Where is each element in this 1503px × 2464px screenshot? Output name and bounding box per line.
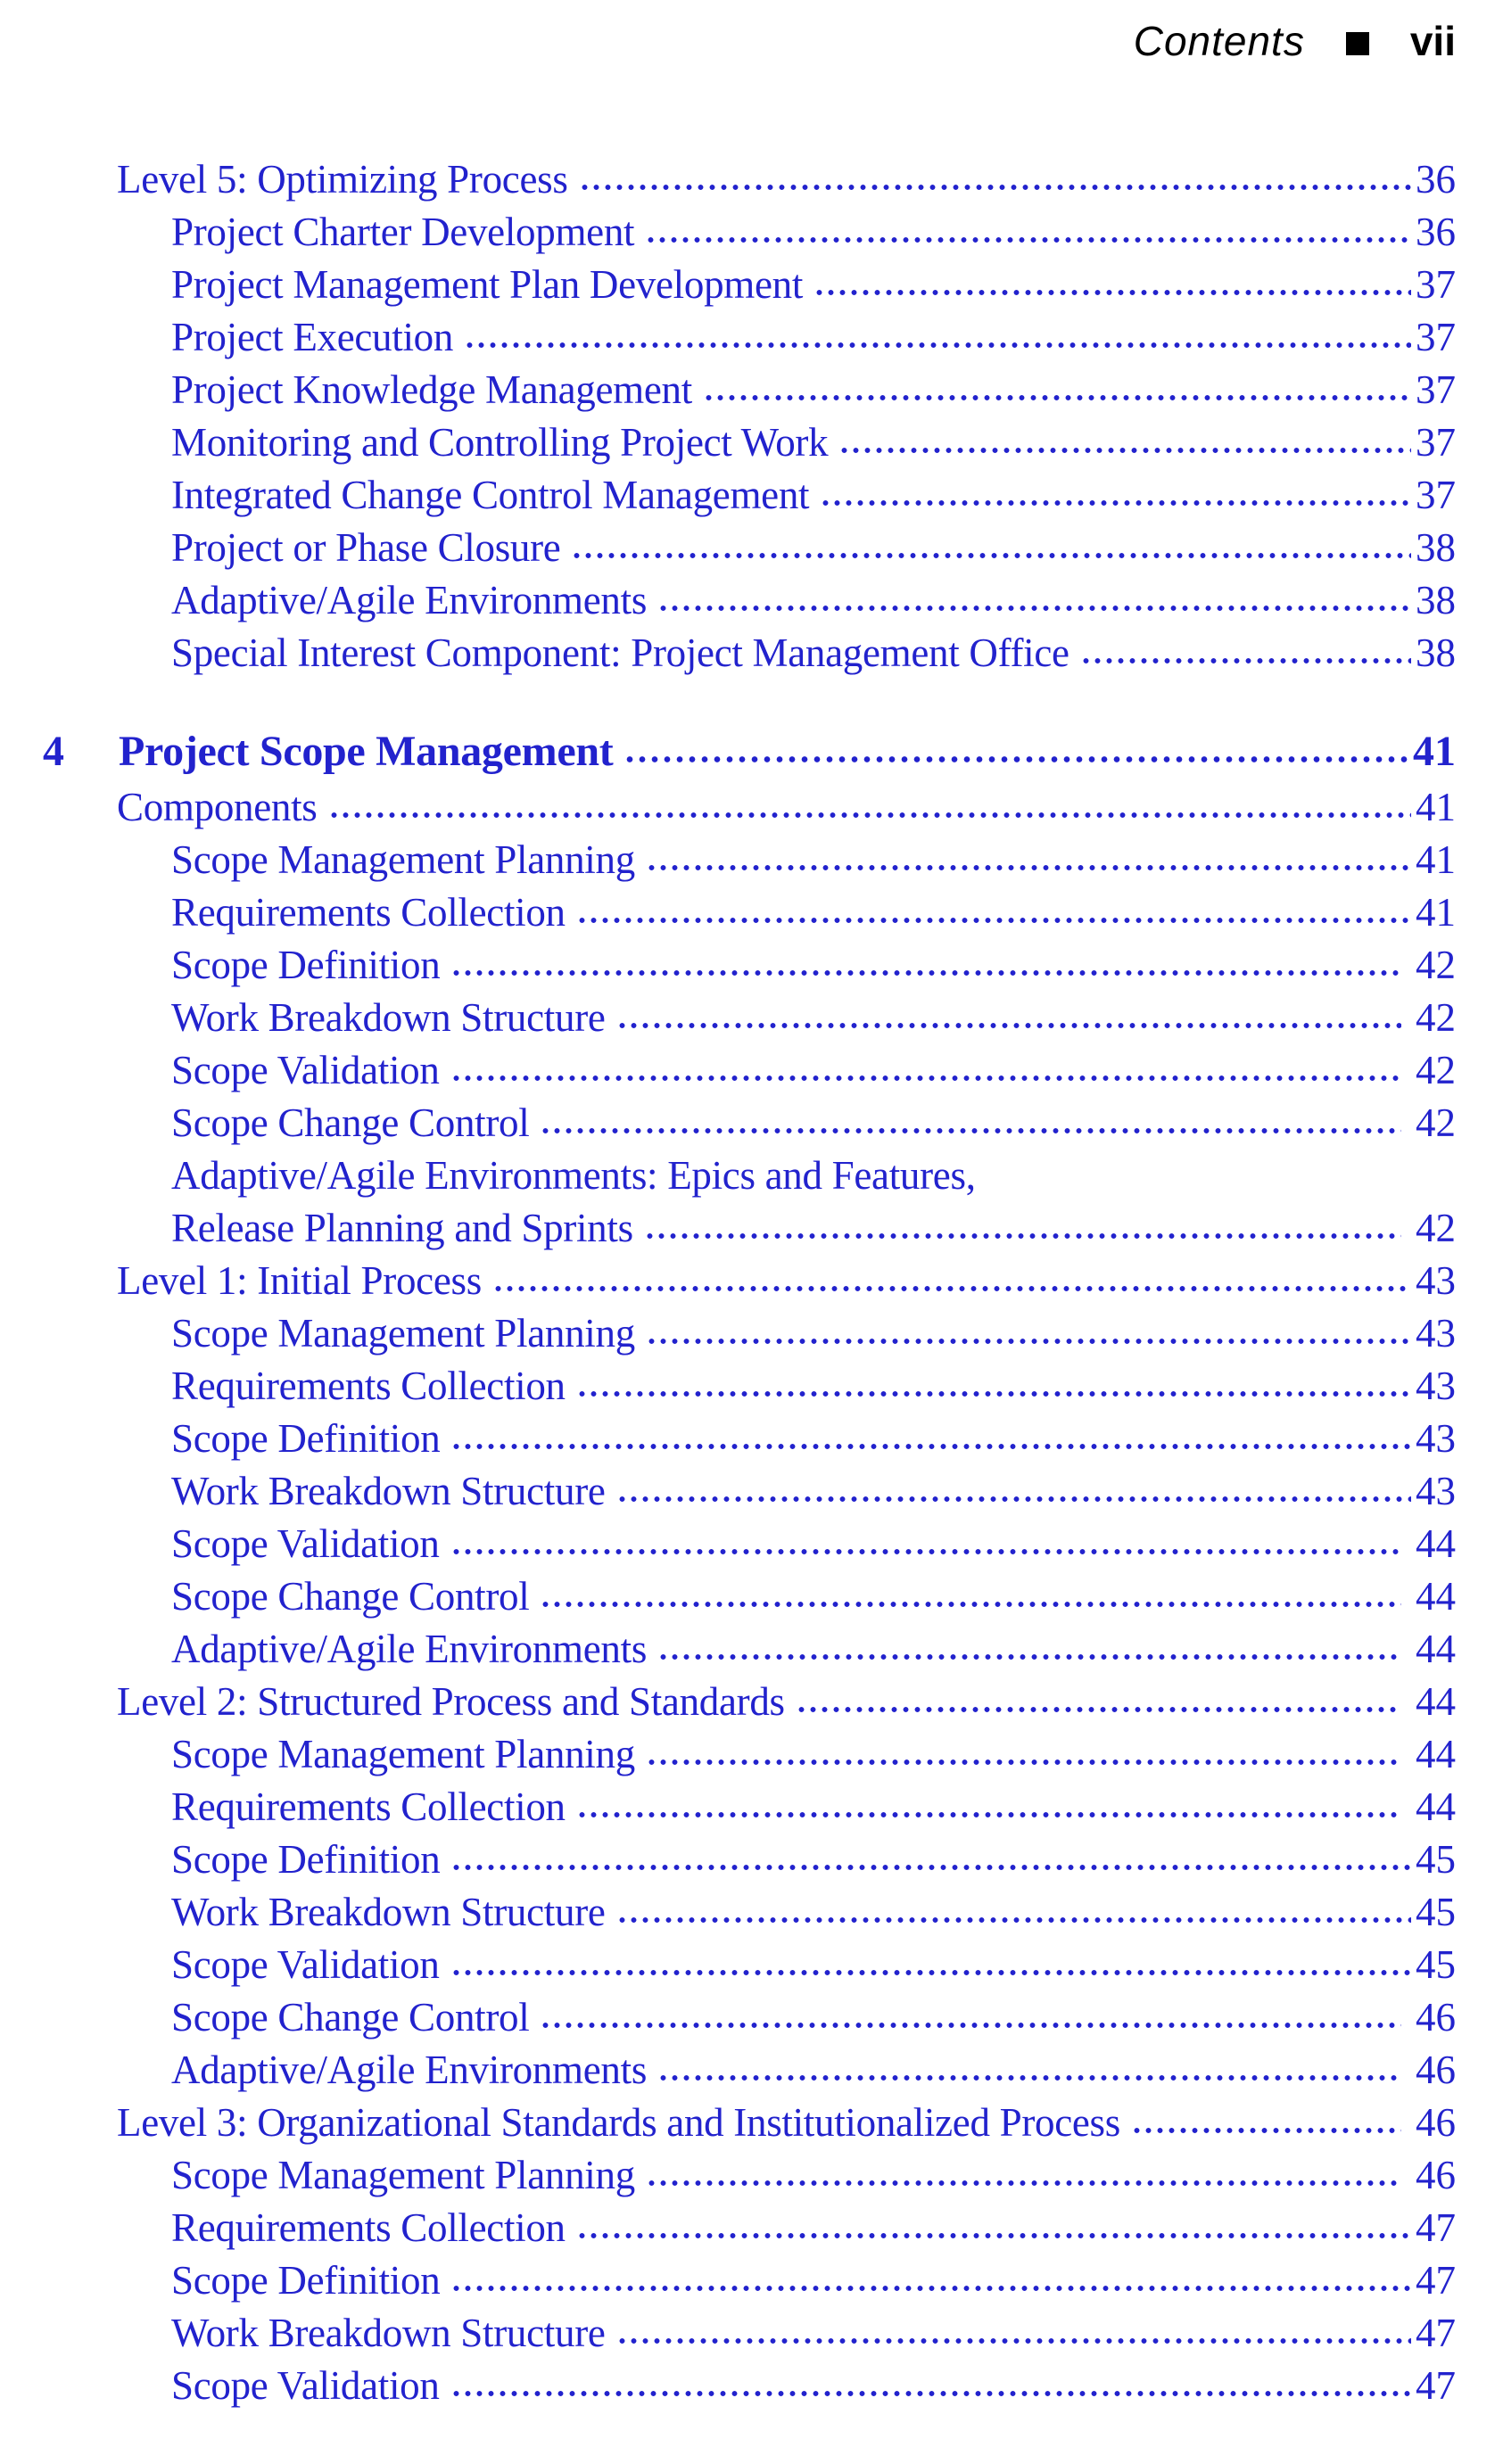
toc-entry-label: Level 3: Organizational Standards and Institutionalized Process [117,2100,1120,2145]
toc-entry [0,2097,1503,2149]
toc-entry-page: 42 [1405,1048,1456,1092]
dotted-leader [615,2336,1411,2346]
toc-entry-page: 42 [1405,1206,1456,1250]
toc-entry-label: Release Planning and Sprints [171,1206,633,1250]
toc-entry [0,1623,1503,1676]
toc [0,153,1503,2412]
dotted-leader [701,392,1411,403]
toc-entry [0,1150,1503,1202]
toc-entry-label: Adaptive/Agile Environments [171,578,648,622]
toc-entry-page: 45 [1416,1890,1456,1934]
toc-entry-page: 45 [1416,1837,1456,1882]
toc-entry [0,1255,1503,1307]
toc-entry [0,416,1503,469]
toc-entry-label: Level 1: Initial Process [117,1258,482,1303]
toc-entry [0,2360,1503,2412]
toc-entry [0,2202,1503,2254]
toc-entry-label: Level 2: Structured Process and Standards [117,1679,785,1724]
toc-entry [0,206,1503,259]
toc-entry-label: Components [117,785,318,829]
toc-entry-page: 37 [1416,367,1456,412]
running-head-title: Contents [1133,18,1305,64]
toc-entry [0,1518,1503,1570]
dotted-leader [837,445,1411,456]
toc-entry [0,627,1503,680]
toc-entry [0,1307,1503,1360]
toc-entry-label: Integrated Change Control Management [171,473,810,517]
square-bullet-icon [1346,32,1369,55]
toc-entry-label: Requirements Collection [171,1364,566,1408]
toc-entry-page: 47 [1416,2205,1456,2250]
dotted-leader [449,968,1400,978]
dotted-leader [622,754,1408,765]
toc-entry-page: 46 [1405,2153,1456,2197]
toc-entry-page: 46 [1405,2100,1456,2145]
dotted-leader [656,1652,1401,1662]
dotted-leader [326,810,1411,820]
toc-entry-label: Scope Definition [171,2258,441,2303]
toc-entry-label: Scope Validation [171,1521,440,1566]
toc-entry [0,781,1503,834]
toc-entry [0,1991,1503,2044]
dotted-leader [644,862,1411,873]
toc-entry-page: 36 [1416,157,1456,202]
toc-entry [0,469,1503,522]
toc-entry-page: 37 [1416,473,1456,517]
toc-entry-page: 41 [1416,785,1456,829]
dotted-leader [574,1809,1401,1820]
toc-entry-label: Work Breakdown Structure [171,1469,606,1513]
toc-entry [0,1728,1503,1781]
toc-entry-label: Work Breakdown Structure [171,1890,606,1934]
toc-entry-label: Adaptive/Agile Environments [171,1627,648,1671]
toc-entry-page: 44 [1405,1627,1456,1671]
toc-entry [0,1465,1503,1518]
toc-entry-label: Scope Management Planning [171,837,635,882]
toc-entry-page: 42 [1405,995,1456,1040]
toc-entry-page: 43 [1416,1258,1456,1303]
toc-entry-label: Scope Validation [171,1942,440,1987]
dotted-leader [642,1231,1401,1241]
dotted-leader [615,1494,1411,1504]
toc-entry-page: 38 [1416,578,1456,622]
dotted-leader [462,340,1411,350]
dotted-leader [449,1862,1411,1873]
toc-entry-page: 44 [1405,1679,1456,1724]
toc-entry-label: Requirements Collection [171,1784,566,1829]
toc-entry-label: Special Interest Component: Project Management Office [171,630,1069,675]
dotted-leader [449,1073,1401,1084]
toc-entry-label: Level 5: Optimizing Process [117,157,568,202]
toc-entry [0,1834,1503,1886]
dotted-leader [812,287,1411,298]
toc-entry [0,1044,1503,1097]
dotted-leader [656,2073,1401,2083]
dotted-leader [449,2283,1411,2294]
dotted-leader [644,2178,1401,2188]
toc-entry-label: Adaptive/Agile Environments [171,2048,648,2092]
toc-entry-label: Scope Change Control [171,1995,530,2040]
toc-entry [0,2254,1503,2307]
dotted-leader [574,1389,1411,1399]
toc-entry [0,939,1503,992]
toc-entry [0,1886,1503,1939]
toc-entry-label: Scope Validation [171,2363,440,2408]
dotted-leader [538,2020,1400,2031]
page-number: vii [1409,18,1456,64]
toc-entry-page: 43 [1416,1416,1456,1461]
dotted-leader [577,182,1411,193]
toc-entry [0,1570,1503,1623]
toc-entry [0,259,1503,311]
dotted-leader [538,1599,1400,1610]
dotted-leader [794,1704,1401,1715]
dotted-leader [643,235,1411,245]
toc-entry-label: Scope Change Control [171,1100,530,1145]
toc-entry-page: 42 [1405,943,1456,987]
dotted-leader [574,2230,1411,2241]
toc-chapter-entry [0,722,1503,781]
toc-entry-label: Requirements Collection [171,2205,566,2250]
toc-entry [0,1202,1503,1255]
toc-entry [0,1360,1503,1413]
toc-entry [0,2044,1503,2097]
toc-entry [0,1781,1503,1834]
dotted-leader [615,1020,1401,1031]
toc-entry [0,1097,1503,1150]
toc-entry-page: 43 [1416,1469,1456,1513]
toc-entry [0,2149,1503,2202]
dotted-leader [449,1546,1401,1557]
toc-entry-label: Scope Validation [171,1048,440,1092]
toc-entry-label: Project Scope Management [119,728,614,775]
dotted-leader [574,915,1411,926]
toc-entry-page: 44 [1405,1574,1456,1619]
toc-entry [0,992,1503,1044]
toc-entry [0,574,1503,627]
dotted-leader [656,603,1411,614]
dotted-leader [449,2388,1411,2399]
toc-entry-page: 41 [1413,728,1456,775]
toc-entry-page: 43 [1416,1311,1456,1356]
toc-entry-label: Scope Definition [171,943,441,987]
toc-entry [0,2307,1503,2360]
toc-entry-label: Requirements Collection [171,890,566,935]
toc-entry-page: 38 [1416,525,1456,570]
toc-entry-label: Work Breakdown Structure [171,2311,606,2355]
dotted-leader [491,1283,1411,1294]
toc-entry-page: 38 [1416,630,1456,675]
toc-entry-page: 44 [1405,1732,1456,1776]
dotted-leader [569,550,1411,561]
dotted-leader [818,498,1411,508]
toc-entry-page: 46 [1405,2048,1456,2092]
toc-entry-page: 36 [1416,210,1456,254]
dotted-leader [538,1125,1400,1136]
toc-entry [0,1939,1503,1991]
toc-entry-label: Project Execution [171,315,454,359]
toc-entry-label: Scope Management Planning [171,1732,635,1776]
toc-entry-page: 44 [1405,1784,1456,1829]
toc-entry [0,153,1503,206]
dotted-leader [449,1441,1411,1452]
toc-entry-label: Project or Phase Closure [171,525,561,570]
toc-entry-page: 37 [1416,315,1456,359]
dotted-leader [449,1967,1411,1978]
dotted-leader [644,1336,1411,1347]
toc-entry-page: 47 [1416,2311,1456,2355]
toc-entry [0,1413,1503,1465]
toc-entry-page: 41 [1416,837,1456,882]
toc-entry-label: Project Management Plan Development [171,262,804,307]
dotted-leader [644,1757,1401,1768]
dotted-leader [1129,2125,1401,2136]
toc-entry [0,886,1503,939]
toc-entry-label: Adaptive/Agile Environments: Epics and Features, [171,1153,976,1198]
toc-entry-page: 37 [1416,420,1456,465]
toc-entry-label: Monitoring and Controlling Project Work [171,420,829,465]
toc-entry-page: 44 [1405,1521,1456,1566]
toc-entry-label: Project Charter Development [171,210,635,254]
toc-entry-label: Scope Definition [171,1837,441,1882]
toc-entry-label: Scope Change Control [171,1574,530,1619]
toc-entry [0,311,1503,364]
toc-entry-label: Scope Management Planning [171,1311,635,1356]
toc-entry [0,522,1503,574]
toc-entry [0,834,1503,886]
page-header [0,0,1503,68]
toc-entry-label: Work Breakdown Structure [171,995,606,1040]
toc-entry-page: 42 [1405,1100,1456,1145]
toc-entry-page: 41 [1416,890,1456,935]
toc-entry-page: 46 [1405,1995,1456,2040]
toc-entry-page: 45 [1416,1942,1456,1987]
chapter-number: 4 [43,728,64,775]
dotted-leader [615,1915,1411,1925]
toc-entry [0,364,1503,416]
toc-entry-label: Scope Management Planning [171,2153,635,2197]
toc-entry [0,1676,1503,1728]
toc-entry-label: Project Knowledge Management [171,367,692,412]
toc-entry-label: Scope Definition [171,1416,441,1461]
toc-entry-page: 43 [1416,1364,1456,1408]
toc-entry-page: 47 [1416,2363,1456,2408]
dotted-leader [1078,655,1411,666]
toc-entry-page: 47 [1416,2258,1456,2303]
toc-entry-page: 37 [1416,262,1456,307]
